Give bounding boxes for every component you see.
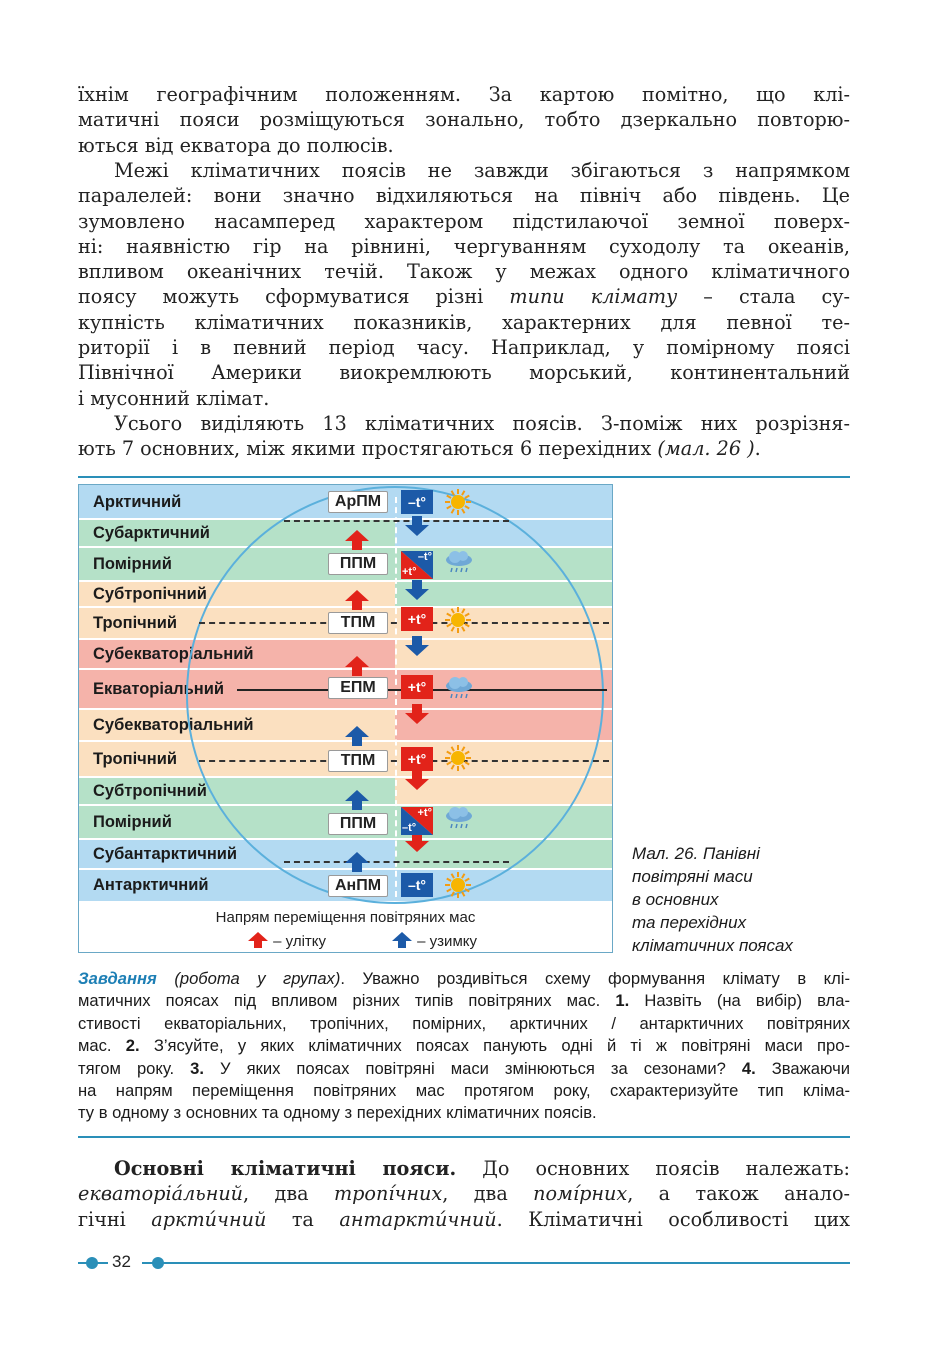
summer-arrow-icon <box>344 529 370 551</box>
temperature-badge: –t° <box>401 873 433 897</box>
text-line: Північної Америки виокремлюють морський, континентальний <box>78 361 850 385</box>
figure-caption <box>632 842 852 957</box>
belt-label: Субантарктичний <box>93 845 238 863</box>
term-climate-type: типи клімату <box>509 285 678 309</box>
footer-line <box>158 1262 850 1264</box>
caption-line: та перехідних <box>632 913 747 932</box>
air-mass-label: ППМ <box>328 813 388 835</box>
text-line: ні: наявністю гір на рівнині, чергуванням суходолу та океанів, <box>78 234 850 258</box>
belt-label: Арктичний <box>93 493 182 511</box>
winter-arrow-icon <box>344 851 370 873</box>
belt-label: Тропічний <box>93 614 177 632</box>
page-number: 32 <box>112 1252 131 1271</box>
legend-winter <box>391 931 477 950</box>
text-line: екваторіа́льний, два тропі́чних, два помі́рних, а також анало- <box>78 1182 850 1206</box>
summer-arrow-icon <box>344 655 370 677</box>
belt-label: Помірний <box>93 813 172 831</box>
rain-cloud-icon <box>443 805 475 831</box>
text-line: зумовлено насамперед характером підстилаючої земної поверх- <box>78 209 850 233</box>
temperature-split-badge: +t° –t° <box>402 807 432 834</box>
blue-arrow-icon <box>391 931 413 949</box>
task-line: матичних поясах під впливом різних типів повітряних мас. 1. Назвіть (на вибір) вла- <box>78 991 850 1011</box>
task-line: мас. 2. З’ясуйте, у яких кліматичних поясах панують одні й ті ж повітряні маси про- <box>78 1036 850 1056</box>
rain-cloud-icon <box>443 675 475 701</box>
belt-label: Екваторіальний <box>93 680 225 698</box>
legend-summer-label: – улітку <box>273 933 327 950</box>
season-divider <box>395 497 397 897</box>
red-arrow-icon <box>247 931 269 949</box>
text-line: Основні кліматичні пояси. До основних поясів належать: <box>114 1157 851 1180</box>
text-line: матичні пояси розміщуються зонально, тобто дзеркально повторю- <box>78 108 850 132</box>
air-mass-label: АрПМ <box>328 491 388 513</box>
caption-line: в основних <box>632 890 719 909</box>
section-divider-bottom <box>78 1136 850 1138</box>
text-line: Межі кліматичних поясів не завжди збігаються з напрямком <box>114 159 850 182</box>
temperature-badge: –t° <box>401 490 433 514</box>
text-line: паралелей: вони значно відхиляються на північ або південь. Це <box>78 184 850 208</box>
text-line: купність кліматичних показників, характерних для певної те- <box>78 310 850 334</box>
winter-arrow-icon <box>404 515 430 537</box>
legend-winter-label: – узимку <box>417 933 477 950</box>
belt-label: Помірний <box>93 555 172 573</box>
text-line: риторії і в певний період часу. Наприклад, у помірному поясі <box>78 336 850 360</box>
belt-label: Субекваторіальний <box>93 716 254 734</box>
text-line: ють 7 основних, між якими простягаються 6 перехідних (мал. 26 ). <box>78 437 761 461</box>
task-heading: Завдання <box>78 969 157 988</box>
text-line: і мусонний клімат. <box>78 386 270 410</box>
air-mass-label: АнПМ <box>328 875 388 897</box>
air-mass-label: ЕПМ <box>328 677 388 699</box>
caption-line: Мал. 26. Панівні <box>632 844 760 863</box>
intro-paragraph <box>78 82 850 158</box>
temperature-badge: +t° <box>401 607 433 631</box>
air-mass-label: ТПМ <box>328 750 388 772</box>
text-line: їхнім географічним положенням. За картою помітно, що клі- <box>78 83 850 106</box>
sun-icon <box>444 871 472 899</box>
climate-types-paragraph <box>78 158 850 411</box>
summer-arrow-icon <box>404 703 430 725</box>
summer-arrow-icon <box>404 769 430 791</box>
winter-arrow-icon <box>404 635 430 657</box>
belt-label: Субтропічний <box>93 782 207 800</box>
temperature-split-badge: –t° +t° <box>402 551 432 578</box>
page-footer <box>78 1252 850 1276</box>
belt-label: Тропічний <box>93 750 177 768</box>
belt-label: Антарктичний <box>93 876 209 894</box>
section-divider-top <box>78 476 850 478</box>
climate-belts-diagram <box>78 484 613 953</box>
task-block <box>78 968 850 1125</box>
text-line: поясу можуть сформуватися різні типи клімату – стала су- <box>78 285 850 309</box>
task-line: ту в одному з основних та одному з перехідних кліматичних поясів. <box>78 1103 597 1123</box>
footer-ornament-icon <box>78 1252 112 1274</box>
sun-icon <box>444 606 472 634</box>
legend-summer <box>247 931 326 950</box>
figure-reference: (мал. 26 ) <box>657 437 755 461</box>
sun-icon <box>444 744 472 772</box>
summer-arrow-icon <box>344 589 370 611</box>
winter-arrow-icon <box>344 789 370 811</box>
belt-count-paragraph <box>78 411 850 462</box>
temperature-badge: +t° <box>401 675 433 699</box>
belt-label: Субарктичний <box>93 524 210 542</box>
task-line: тягом року. 3. У яких поясах повітряні маси змінюються за сезонами? 4. Зважаючи <box>78 1058 850 1078</box>
belt-label: Субтропічний <box>93 585 207 603</box>
caption-line: повітряні маси <box>632 867 753 886</box>
main-belts-heading: Основні кліматичні пояси. <box>114 1157 457 1180</box>
winter-arrow-icon <box>404 579 430 601</box>
rain-cloud-icon <box>443 549 475 575</box>
task-line: на напрям переміщення повітряних мас протягом року, схарактеризуйте тип кліма- <box>78 1081 850 1101</box>
caption-line: кліматичних поясах <box>632 936 793 955</box>
boundary-line <box>284 520 509 522</box>
boundary-line <box>284 861 509 863</box>
task-line: стивості екваторіальних, тропічних, помірних, арктичних / антарктичних повітряних <box>78 1013 850 1033</box>
air-mass-label: ТПМ <box>328 612 388 634</box>
legend-title: Напрям переміщення повітряних мас <box>215 909 476 926</box>
sun-icon <box>444 488 472 516</box>
text-line: Усього виділяють 13 кліматичних поясів. З-поміж них розрізня- <box>114 412 850 435</box>
winter-arrow-icon <box>344 725 370 747</box>
text-line: ються від екватора до полюсів. <box>78 133 394 157</box>
text-line: гічні аркти́чний та антаркти́чний. Кліматичні особливості цих <box>78 1207 850 1231</box>
temperature-badge: +t° <box>401 747 433 771</box>
main-belts-paragraph <box>78 1156 850 1232</box>
text-line: впливом океанічних течій. Також у межах одного кліматичного <box>78 260 850 284</box>
task-line: Завдання (робота у групах). Уважно роздивіться схему формування клімату в клі- <box>78 969 850 988</box>
belt-label: Субекваторіальний <box>93 645 254 663</box>
air-mass-label: ППМ <box>328 553 388 575</box>
